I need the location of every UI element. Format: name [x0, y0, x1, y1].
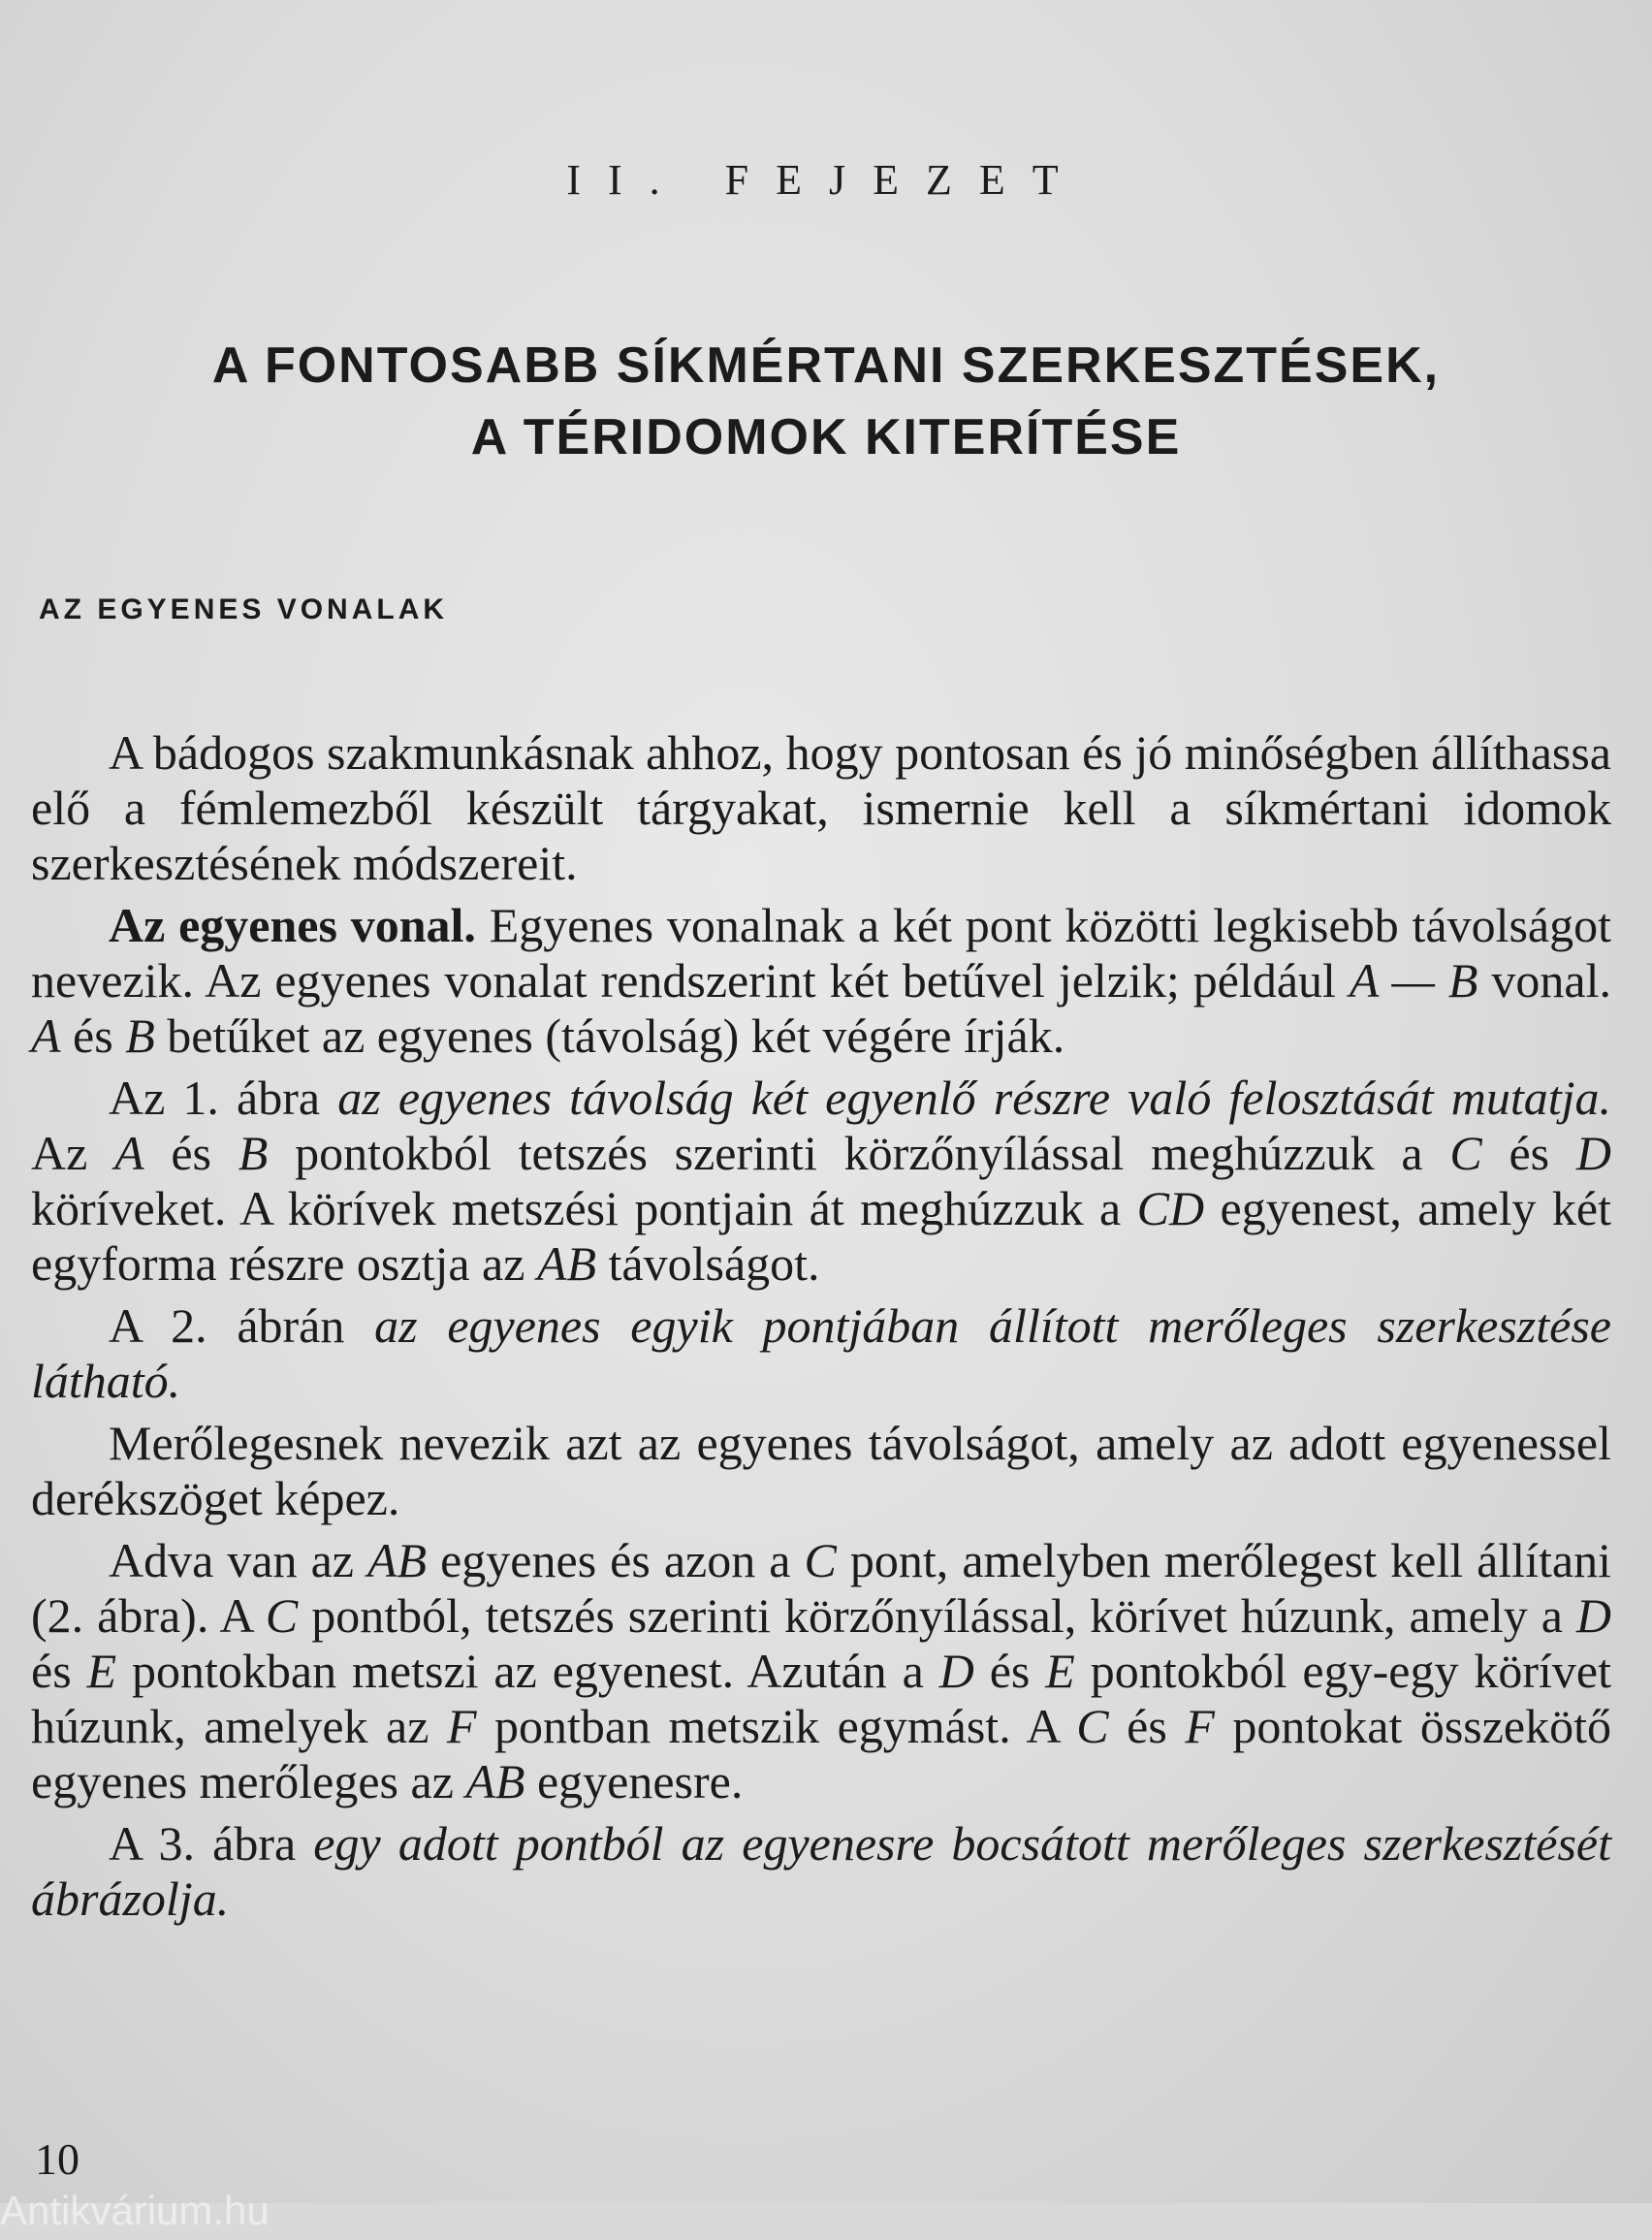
p3-text: Az — [31, 1126, 115, 1180]
p3-text: pontokból tetszés szerinti körzőnyílással meghúzzuk a — [268, 1126, 1450, 1180]
p6-italic: F — [1185, 1699, 1215, 1753]
p6-italic: C — [265, 1588, 299, 1643]
p3-italic: AB — [536, 1236, 597, 1291]
p2-italic: B — [125, 1008, 155, 1063]
p6-text: pontokat összekötő egyenes merőleges az — [31, 1699, 1612, 1808]
p4-italic: az egyenes egyik pontjában állított merőleges szerkesztése látható. — [31, 1298, 1611, 1408]
p1-text: A bádogos szakmunkásnak ahhoz, hogy pontosan és jó minőségben állíthassa elő a fémlemezből készült tárgyakat, ismernie kell a síkmértani idomok szerkesztésének módszereit. — [31, 725, 1611, 890]
p2-text: Egyenes vonalnak a két pont közötti legkisebb távolságot nevezik. Az egyenes vonalat rendszerint két betűvel jelzik; például — [31, 898, 1611, 1008]
p6-text: pontban metszik egymást. A — [476, 1699, 1077, 1753]
paragraph-3 — [31, 1071, 1611, 1292]
p7-text: A 3. ábra — [109, 1816, 314, 1871]
p4-text: A 2. ábrán — [109, 1298, 375, 1353]
paragraph-5 — [31, 1416, 1611, 1526]
p7-italic: egy adott pontból az egyenesre bocsátott merőleges szerkesztését ábrázolja. — [31, 1816, 1611, 1926]
p2-italic: A — B — [1349, 953, 1478, 1008]
p2-text: betűket az egyenes (távolság) két végére írják. — [154, 1008, 1065, 1063]
paragraph-7 — [31, 1816, 1611, 1927]
p6-italic: D — [1575, 1588, 1611, 1643]
p6-italic: F — [446, 1699, 477, 1753]
title-line-1: A FONTOSABB SÍKMÉRTANI SZERKESZTÉSEK, — [211, 337, 1441, 394]
p6-text: pont, amelyben merőlegest kell állítani (2. ábra). A — [31, 1533, 1611, 1643]
p6-text: és — [1108, 1699, 1186, 1753]
p6-italic: C — [804, 1533, 837, 1587]
p6-italic: E — [86, 1644, 117, 1698]
p6-text: és — [31, 1644, 87, 1698]
paragraph-6 — [31, 1533, 1611, 1809]
p3-text: köríveket. A körívek metszési pontjain át meghúzzuk a — [31, 1181, 1137, 1235]
p2-italic: A — [31, 1008, 61, 1063]
p6-italic: D — [938, 1644, 974, 1698]
p3-text: távolságot. — [596, 1236, 820, 1291]
p3-text: és — [143, 1126, 238, 1180]
section-heading: AZ EGYENES VONALAK — [39, 593, 449, 625]
p6-italic: C — [1076, 1699, 1109, 1753]
watermark: Antikvárium.hu — [0, 2188, 270, 2233]
chapter-title — [0, 330, 1652, 473]
p6-text: pontokból egy-egy körívet húzunk, amelyek az — [31, 1644, 1611, 1753]
paragraph-2 — [31, 898, 1611, 1064]
p6-text: és — [973, 1644, 1046, 1698]
p6-italic: AB — [366, 1533, 428, 1587]
paragraph-4 — [31, 1298, 1611, 1409]
p6-italic: AB — [465, 1754, 525, 1808]
p3-italic: C — [1449, 1126, 1482, 1180]
p5-text: Merőlegesnek nevezik azt az egyenes távolságot, amely az adott egyenessel derékszöget képez. — [31, 1416, 1611, 1525]
p2-text: és — [60, 1008, 126, 1063]
p6-text: pontból, tetszés szerinti körzőnyílással, körívet húzunk, amely a — [298, 1588, 1576, 1643]
p3-text: és — [1481, 1126, 1576, 1180]
p6-text: pontokban metszi az egyenest. Azután a — [116, 1644, 939, 1698]
title-line-2: A TÉRIDOMOK KITERÍTÉSE — [470, 409, 1182, 465]
paragraph-1 — [31, 725, 1611, 891]
p2-bold-term: Az egyenes vonal. — [109, 898, 476, 952]
p3-text: Az 1. ábra — [109, 1071, 338, 1125]
chapter-heading: II. FEJEZET — [566, 156, 1086, 204]
p3-italic: az egyenes távolság két egyenlő részre való felosztását mutatja. — [337, 1071, 1611, 1125]
p6-text: egyenes és azon a — [427, 1533, 805, 1587]
p3-italic: D — [1575, 1126, 1611, 1180]
body-text — [31, 725, 1611, 1934]
p6-text: egyenesre. — [524, 1754, 744, 1808]
p3-text: egyenest, amely két egyforma részre osztja az — [31, 1181, 1611, 1291]
p6-text: Adva van az — [109, 1533, 367, 1587]
p3-italic: B — [238, 1126, 269, 1180]
p3-italic: CD — [1136, 1181, 1205, 1235]
p6-italic: E — [1045, 1644, 1075, 1698]
page-number: 10 — [35, 2134, 79, 2184]
p3-italic: A — [114, 1126, 144, 1180]
p2-text: vonal. — [1477, 953, 1611, 1008]
